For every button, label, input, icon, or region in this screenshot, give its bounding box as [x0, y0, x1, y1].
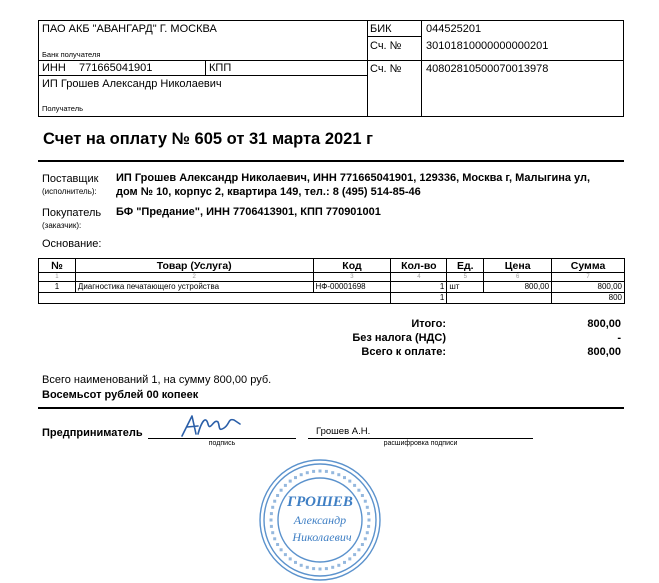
amount-in-words: Восемьсот рублей 00 копеек — [42, 389, 199, 401]
bik-value: 044525201 — [426, 23, 482, 35]
column-number: 7 — [552, 273, 625, 282]
stamp-ring-mark — [312, 470, 315, 473]
bank-divider — [367, 36, 422, 37]
invoice-title: Счет на оплату № 605 от 31 марта 2021 г — [43, 130, 373, 148]
signer-name: Грошев А.Н. — [316, 426, 371, 437]
row-price: 800,00 — [484, 282, 552, 293]
total-label: Итого: — [411, 318, 446, 330]
col-header-sum: Сумма — [552, 259, 625, 273]
stamp-ring-mark — [300, 564, 303, 567]
corr-account-value: 30101810000000000201 — [426, 40, 549, 52]
stamp-ring-mark — [366, 506, 369, 509]
stamp-ring-mark — [271, 531, 274, 534]
stamp-ring-mark — [367, 512, 370, 515]
total-value: 800,00 — [587, 318, 621, 330]
stamp-ring-mark — [357, 489, 360, 492]
col-header-unit: Ед. — [447, 259, 484, 273]
stamp-line-1: ГРОШЕВ — [287, 494, 353, 510]
inn-label: ИНН — [42, 62, 66, 74]
col-header-item: Товар (Услуга) — [75, 259, 313, 273]
kpp-label: КПП — [209, 62, 232, 74]
stamp-ring-mark — [319, 470, 322, 473]
stamp-ring-mark — [273, 537, 276, 540]
row-item-name: Диагностика печатающего устройства — [75, 282, 313, 293]
stamp-ring-mark — [353, 553, 356, 556]
stamp-ring-mark — [271, 506, 274, 509]
column-number: 4 — [391, 273, 447, 282]
stamp-ring-mark — [273, 500, 276, 503]
corr-account-label: Сч. № — [370, 40, 402, 52]
buyer-sublabel: (заказчик): — [42, 221, 82, 230]
signer-name-caption: расшифровка подписи — [383, 440, 458, 447]
recipient-bank-caption: Банк получателя — [42, 50, 101, 59]
supplier-sublabel: (исполнитель): — [42, 187, 97, 196]
stamp-ring-mark — [366, 531, 369, 534]
bank-divider — [38, 75, 367, 76]
col-header-code: Код — [313, 259, 391, 273]
footer-spacer — [39, 293, 391, 304]
table-row — [39, 282, 625, 293]
stamp-ring-mark — [361, 543, 364, 546]
recipient-name: ИП Грошев Александр Николаевич — [42, 78, 222, 90]
footer-spacer — [447, 293, 552, 304]
column-numbers-row — [39, 273, 625, 282]
col-header-num: № — [39, 259, 76, 273]
stamp-ring-mark — [280, 548, 283, 551]
account-value: 40802810500070013978 — [426, 63, 549, 75]
vat-label: Без налога (НДС) — [352, 332, 446, 344]
stamp-ring-mark — [367, 525, 370, 528]
bank-divider — [205, 60, 206, 76]
stamp-ring-mark — [348, 557, 351, 560]
items-table — [38, 258, 625, 304]
row-num: 1 — [39, 282, 76, 293]
stamp-ring-mark — [300, 473, 303, 476]
stamp-ring-mark — [325, 567, 328, 570]
stamp-ring-mark — [348, 480, 351, 483]
stamp-ring-mark — [357, 548, 360, 551]
bank-divider — [38, 60, 624, 61]
supplier-line-2: дом № 10, корпус 2, квартира 149, тел.: 8 (495) 514-85-46 — [116, 186, 421, 198]
inn-value: 771665041901 — [79, 62, 153, 74]
supplier-label: Поставщик — [42, 173, 99, 185]
stamp-ring-mark — [270, 525, 273, 528]
stamp-ring-mark — [337, 473, 340, 476]
stamp-ring-mark — [312, 567, 315, 570]
stamp-ring-mark — [361, 494, 364, 497]
stamp-ring-mark — [337, 564, 340, 567]
stamp-ring-mark — [289, 480, 292, 483]
stamp-ring-mark — [343, 561, 346, 564]
column-number: 3 — [313, 273, 391, 282]
stamp-ring-mark — [364, 500, 367, 503]
title-divider — [38, 160, 624, 162]
bik-label: БИК — [370, 23, 392, 35]
recipient-caption: Получатель — [42, 104, 83, 113]
stamp-ring-mark — [280, 489, 283, 492]
buyer-text: БФ "Предание", ИНН 7706413901, КПП 770901001 — [116, 206, 381, 218]
stamp-ring-mark — [276, 494, 279, 497]
bank-divider — [367, 20, 368, 117]
stamp-ring-mark — [284, 553, 287, 556]
stamp-ring-mark — [325, 470, 328, 473]
handwritten-signature — [178, 410, 248, 442]
account-label: Сч. № — [370, 63, 402, 75]
basis-label: Основание: — [42, 238, 102, 250]
stamp-ring-mark — [306, 566, 309, 569]
stamp-line-3: Николаевич — [292, 530, 352, 544]
row-code: НФ-00001698 — [313, 282, 391, 293]
bank-name: ПАО АКБ "АВАНГАРД" Г. МОСКВА — [42, 23, 217, 35]
footer-qty: 1 — [391, 293, 447, 304]
col-header-qty: Кол-во — [391, 259, 447, 273]
stamp-ring-mark — [294, 561, 297, 564]
pay-label: Всего к оплате: — [361, 346, 446, 358]
stamp-ring-mark — [306, 471, 309, 474]
stamp-ring-mark — [353, 484, 356, 487]
table-footer-row — [39, 293, 625, 304]
column-number: 1 — [39, 273, 76, 282]
stamp-ring-mark — [364, 537, 367, 540]
signer-name-line — [308, 438, 533, 439]
stamp-ring-mark — [343, 476, 346, 479]
stamp-ring-mark — [289, 557, 292, 560]
signature-caption: подпись — [208, 440, 236, 447]
stamp-ring-mark — [284, 484, 287, 487]
stamp-ring-mark — [319, 568, 322, 571]
stamp-ring-mark — [331, 566, 334, 569]
row-qty: 1 — [391, 282, 447, 293]
row-unit: шт — [447, 282, 484, 293]
stamp-ring-mark — [270, 519, 273, 522]
column-number: 5 — [447, 273, 484, 282]
stamp-ring-mark — [331, 471, 334, 474]
items-count-line: Всего наименований 1, на сумму 800,00 руб. — [42, 374, 272, 386]
table-header-row — [39, 259, 625, 273]
supplier-line-1: ИП Грошев Александр Николаевич, ИНН 771665041901, 129336, Москва г, Малыгина ул, — [116, 172, 591, 184]
col-header-price: Цена — [484, 259, 552, 273]
row-sum: 800,00 — [552, 282, 625, 293]
stamp-ring-mark — [368, 519, 371, 522]
stamp-ring-mark — [270, 512, 273, 515]
buyer-label: Покупатель — [42, 207, 102, 219]
column-number: 6 — [484, 273, 552, 282]
stamp-ring-mark — [276, 543, 279, 546]
summary-divider — [38, 407, 624, 409]
footer-sum: 800 — [552, 293, 625, 304]
stamp-line-2: Александр — [293, 513, 347, 527]
signer-role: Предприниматель — [42, 427, 143, 439]
pay-value: 800,00 — [587, 346, 621, 358]
bank-divider — [421, 20, 422, 117]
column-number: 2 — [75, 273, 313, 282]
company-stamp — [255, 450, 385, 583]
stamp-ring-mark — [294, 476, 297, 479]
vat-value: - — [617, 332, 621, 344]
